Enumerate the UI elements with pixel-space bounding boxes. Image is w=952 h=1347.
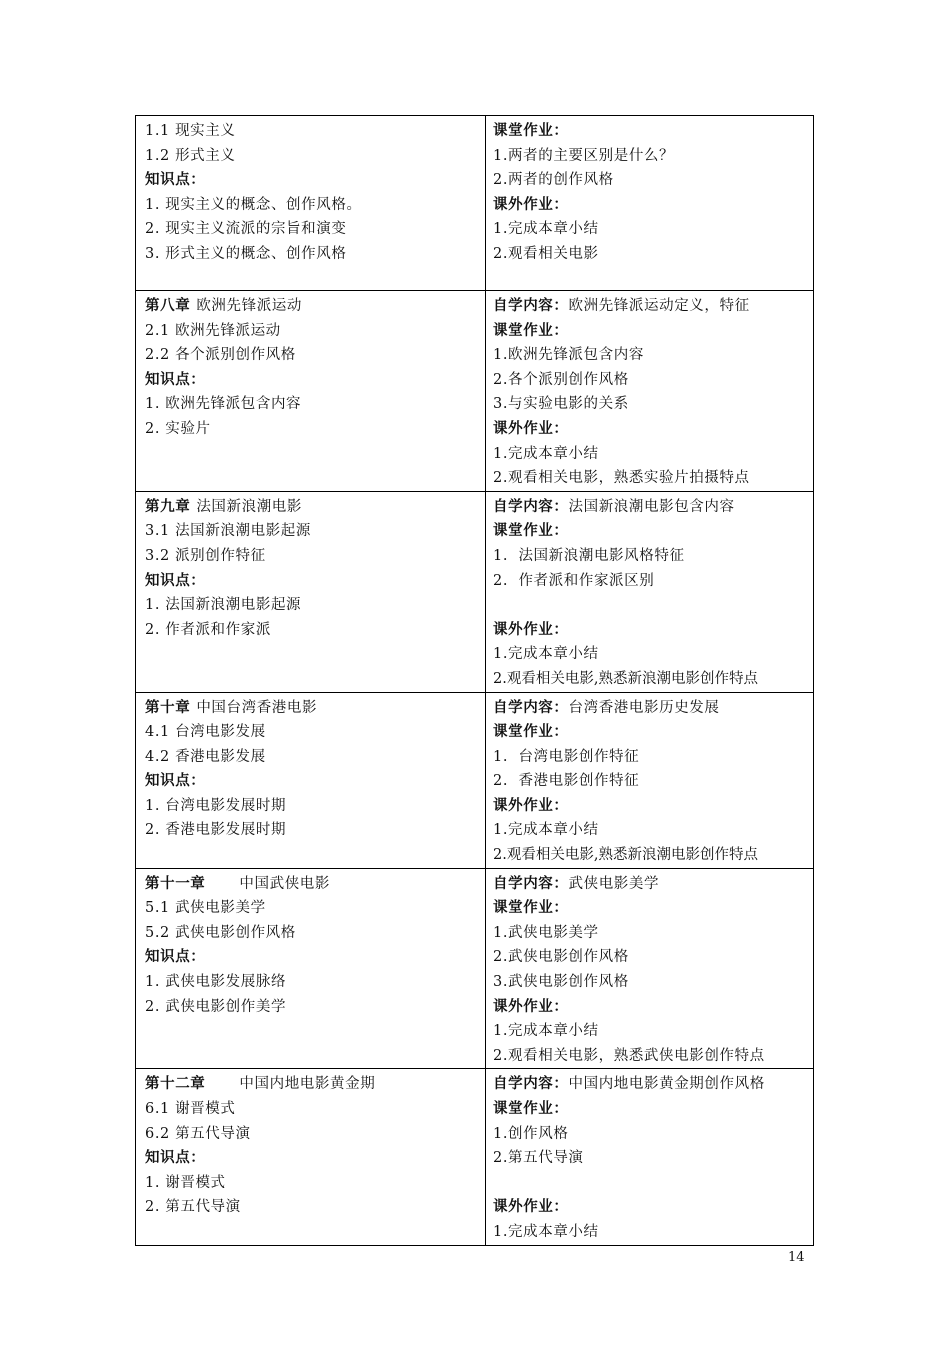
class-work-item: 1. 台湾电影创作特征 [493, 748, 640, 765]
self-study-label: 自学内容： [493, 874, 569, 892]
section-item: 6.1 谢晋模式 [145, 1101, 236, 1117]
self-study-line [493, 872, 805, 897]
self-study-label: 自学内容： [493, 297, 569, 314]
knowledge-item: 2. 武侠电影创作美学 [145, 998, 287, 1015]
class-work-item: 2.两者的创作风格 [493, 172, 614, 189]
class-work-item: 1.两者的主要区别是什么？ [493, 147, 675, 164]
self-study-label: 自学内容： [493, 1075, 569, 1093]
chapter-heading [145, 696, 477, 721]
knowledge-item: 2. 现实主义流派的宗旨和演变 [145, 221, 347, 238]
homework-label: 课外作业： [493, 796, 569, 814]
chapter-heading [145, 872, 477, 897]
table-row [136, 291, 814, 492]
chapter-number: 第九章 [145, 497, 191, 515]
knowledge-label: 知识点： [145, 171, 206, 189]
class-work-item: 3.武侠电影创作风格 [493, 974, 629, 991]
chapter-title: 中国内地电影黄金期 [239, 1076, 376, 1093]
homework-item: 2.观看相关电影,熟悉新浪潮电影创作特点 [493, 670, 758, 687]
assignment-cell [486, 868, 814, 1069]
chapter-number: 第八章 [145, 297, 191, 314]
homework-item: 2.观看相关电影,熟悉新浪潮电影创作特点 [493, 847, 758, 864]
section-item: 5.2 武侠电影创作风格 [145, 924, 296, 941]
section-item: 4.2 香港电影发展 [145, 748, 266, 765]
table-row [136, 1069, 814, 1245]
chapter-number: 第十二章 [145, 1075, 206, 1093]
knowledge-item: 1. 法国新浪潮电影起源 [145, 597, 302, 614]
chapter-cell [136, 868, 486, 1069]
section-item: 1.2 形式主义 [145, 147, 236, 164]
class-work-label: 课堂作业： [493, 1100, 569, 1117]
self-study-label: 自学内容： [493, 497, 569, 515]
section-item: 4.1 台湾电影发展 [145, 724, 266, 741]
section-item: 6.2 第五代导演 [145, 1125, 251, 1142]
table-row [136, 116, 814, 291]
knowledge-item: 1. 谢晋模式 [145, 1174, 226, 1191]
table-row [136, 692, 814, 868]
self-study-text: 武侠电影美学 [568, 875, 660, 892]
knowledge-label: 知识点： [145, 1149, 206, 1167]
self-study-text: 中国内地电影黄金期创作风格 [568, 1076, 765, 1093]
assignment-cell [486, 491, 814, 692]
homework-label: 课外作业： [493, 195, 569, 213]
class-work-item: 2.武侠电影创作风格 [493, 949, 629, 966]
chapter-cell [136, 116, 486, 291]
knowledge-label: 知识点： [145, 370, 206, 388]
class-work-item: 1.欧洲先锋派包含内容 [493, 347, 644, 364]
assignment-cell [486, 692, 814, 868]
class-work-item: 2.各个派别创作风格 [493, 371, 629, 388]
class-work-item: 1.武侠电影美学 [493, 924, 599, 941]
homework-item: 1.完成本章小结 [493, 221, 599, 238]
self-study-line [493, 294, 805, 319]
knowledge-item: 1. 现实主义的概念、创作风格。 [145, 196, 362, 213]
knowledge-item: 3. 形式主义的概念、创作风格 [145, 245, 347, 262]
chapter-number: 第十章 [145, 698, 191, 716]
homework-item: 1.完成本章小结 [493, 1023, 599, 1040]
class-work-label: 课堂作业： [493, 122, 569, 139]
knowledge-item: 1. 台湾电影发展时期 [145, 797, 287, 814]
section-item: 1.1 现实主义 [145, 123, 236, 139]
chapter-cell [136, 291, 486, 492]
homework-item: 1.完成本章小结 [493, 646, 599, 663]
chapter-title: 中国武侠电影 [239, 875, 331, 892]
chapter-title: 欧洲先锋派运动 [196, 298, 303, 314]
class-work-label: 课堂作业： [493, 321, 569, 339]
self-study-text: 法国新浪潮电影包含内容 [568, 498, 735, 515]
chapter-cell [136, 491, 486, 692]
section-item: 3.2 派别创作特征 [145, 547, 266, 564]
chapter-number: 第十一章 [145, 874, 206, 892]
knowledge-item: 1. 欧洲先锋派包含内容 [145, 396, 302, 413]
section-item: 2.2 各个派别创作风格 [145, 347, 296, 364]
knowledge-item: 2. 第五代导演 [145, 1199, 241, 1216]
homework-label: 课外作业： [493, 1198, 569, 1216]
homework-label: 课外作业： [493, 620, 569, 638]
self-study-line [493, 696, 805, 721]
knowledge-item: 2. 作者派和作家派 [145, 621, 271, 638]
homework-label: 课外作业： [493, 997, 569, 1015]
page-number: 14 [788, 1250, 805, 1265]
class-work-item: 1.创作风格 [493, 1125, 569, 1142]
class-work-label: 课堂作业： [493, 899, 569, 917]
class-work-item: 2. 作者派和作家派区别 [493, 572, 655, 589]
self-study-text: 欧洲先锋派运动定义，特征 [568, 298, 750, 314]
syllabus-table [135, 115, 814, 1246]
assignment-cell [486, 1069, 814, 1245]
homework-item: 1.完成本章小结 [493, 445, 599, 462]
class-work-item: 2. 香港电影创作特征 [493, 773, 640, 790]
knowledge-item: 1. 武侠电影发展脉络 [145, 974, 287, 991]
chapter-heading [145, 1072, 477, 1097]
section-item: 2.1 欧洲先锋派运动 [145, 322, 281, 339]
class-work-item: 2.第五代导演 [493, 1150, 584, 1167]
assignment-cell [486, 116, 814, 291]
knowledge-label: 知识点： [145, 948, 206, 966]
assignment-cell [486, 291, 814, 492]
chapter-heading [145, 294, 477, 319]
table-row [136, 491, 814, 692]
knowledge-label: 知识点： [145, 772, 206, 790]
chapter-title: 中国台湾香港电影 [196, 699, 318, 716]
homework-item: 2.观看相关电影 [493, 245, 599, 262]
homework-item: 1.完成本章小结 [493, 822, 599, 839]
section-item: 5.1 武侠电影美学 [145, 900, 266, 917]
self-study-line [493, 1072, 805, 1097]
class-work-item: 1. 法国新浪潮电影风格特征 [493, 547, 685, 564]
self-study-label: 自学内容： [493, 698, 569, 716]
homework-item: 2.观看相关电影，熟悉实验片拍摄特点 [493, 470, 750, 487]
self-study-line [493, 495, 805, 520]
homework-item: 1.完成本章小结 [493, 1223, 599, 1240]
knowledge-item: 2. 香港电影发展时期 [145, 822, 287, 839]
class-work-item: 3.与实验电影的关系 [493, 396, 629, 413]
chapter-cell [136, 1069, 486, 1245]
homework-item: 2.观看相关电影，熟悉武侠电影创作特点 [493, 1047, 765, 1064]
homework-label: 课外作业： [493, 419, 569, 437]
knowledge-item: 2. 实验片 [145, 420, 211, 437]
self-study-text: 台湾香港电影历史发展 [568, 699, 720, 716]
knowledge-label: 知识点： [145, 571, 206, 589]
chapter-heading [145, 495, 477, 520]
section-item: 3.1 法国新浪潮电影起源 [145, 523, 311, 540]
chapter-cell [136, 692, 486, 868]
class-work-label: 课堂作业： [493, 522, 569, 540]
class-work-label: 课堂作业： [493, 723, 569, 741]
chapter-title: 法国新浪潮电影 [196, 498, 303, 515]
table-row [136, 868, 814, 1069]
